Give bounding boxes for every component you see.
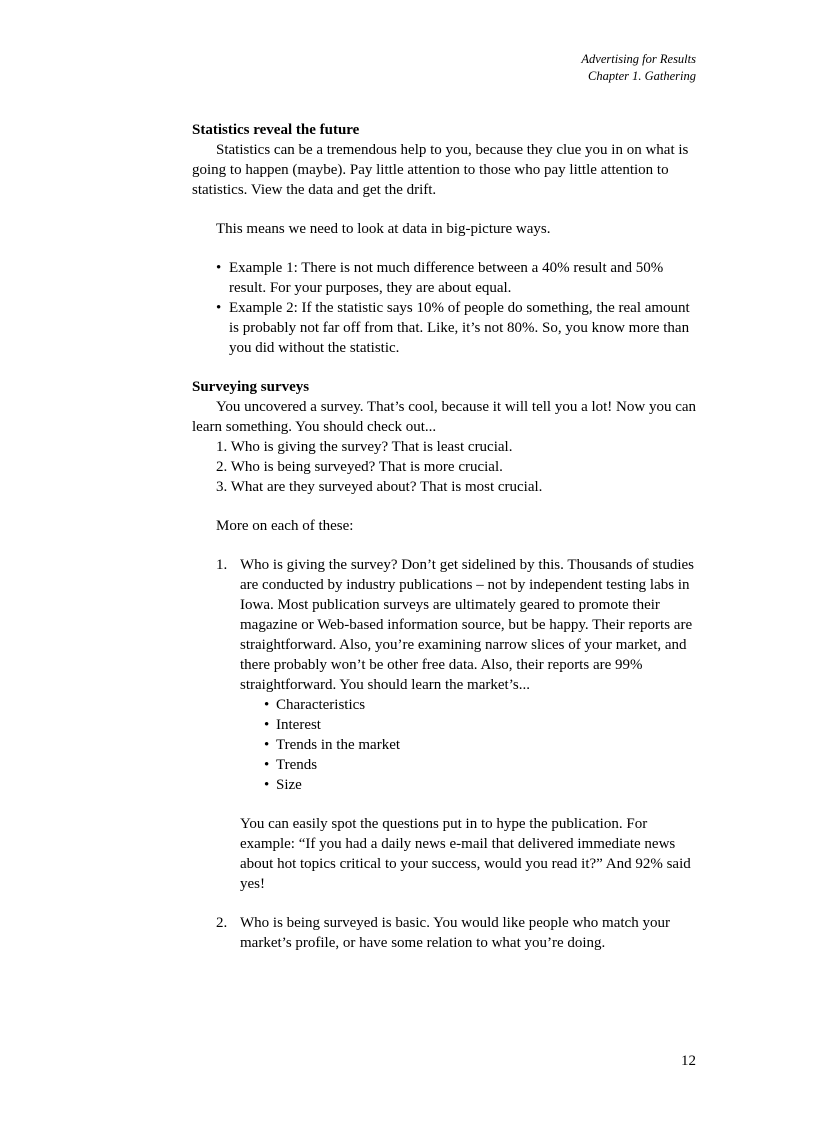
list-item: 1. Who is giving the survey? That is least crucial.	[216, 439, 513, 455]
survey-paragraph: You uncovered a survey. That’s cool, because it will tell you a lot! Now you can learn something. You should check out...	[192, 399, 697, 435]
header-book-title: Advertising for Results	[581, 52, 696, 66]
item-1-text: Who is giving the survey? Don’t get sidelined by this. Thousands of studies are conducted by industry publications – not by independent testing labs in Iowa. Most publication surveys are ultimately geared to promote their magazine or Web-based information source, but be happy. Their reports are straightforward. Also, you’re examining narrow slices of your market, and there probably won’t be other free data. Also, their reports are 99% straightforward. You should learn the market’s...	[240, 557, 694, 693]
statistics-paragraph: Statistics can be a tremendous help to you, because they clue you in on what is going to happen (maybe). Pay little attention to those who pay little attention to statistics. View the data and get the drift.	[192, 142, 689, 198]
market-attributes-list	[240, 695, 702, 795]
bullet-icon: •	[264, 737, 270, 753]
bullet-icon: •	[264, 757, 270, 773]
example-1-text: Example 1: There is not much difference between a 40% result and 50% result. For your purposes, they are about equal.	[229, 260, 664, 296]
item-number: 1.	[216, 557, 228, 573]
bullet-icon: •	[216, 300, 222, 316]
big-picture-paragraph: This means we need to look at data in big-picture ways.	[216, 221, 551, 237]
example-2-text: Example 2: If the statistic says 10% of people do something, the real amount is probably not far off from that. Like, it’s not 80%. So, you know more than you did without the statistic.	[229, 300, 690, 356]
examples-list	[192, 258, 702, 358]
list-item: • Trends	[264, 757, 318, 773]
running-header	[581, 51, 696, 85]
bullet-icon: •	[264, 777, 270, 793]
list-item	[192, 913, 702, 953]
header-chapter: Chapter 1. Gathering	[588, 69, 696, 83]
section-heading-statistics: Statistics reveal the future	[192, 122, 360, 138]
list-item: • Interest	[264, 717, 321, 733]
page-body	[192, 120, 702, 953]
section-heading-surveys: Surveying surveys	[192, 379, 310, 395]
item-number: 2.	[216, 915, 228, 931]
list-item: • Trends in the market	[264, 737, 401, 753]
item-1-followup: You can easily spot the questions put in to hype the publication. For example: “If you had a daily news e-mail that delivered immediate news about hot topics critical to your success, would you read it?” And 92% said yes!	[240, 816, 691, 892]
survey-questions-list	[192, 437, 702, 497]
survey-detail-list	[192, 555, 702, 953]
list-item: • Size	[264, 777, 302, 793]
list-item: 3. What are they surveyed about? That is most crucial.	[216, 479, 543, 495]
list-item: • Characteristics	[264, 697, 366, 713]
more-on-each-text: More on each of these:	[216, 518, 354, 534]
list-item	[192, 298, 702, 358]
page-number: 12	[681, 1053, 696, 1069]
list-item: 2. Who is being surveyed? That is more crucial.	[216, 459, 503, 475]
list-item	[192, 555, 702, 913]
bullet-icon: •	[264, 717, 270, 733]
list-item	[192, 258, 702, 298]
bullet-icon: •	[216, 260, 222, 276]
item-2-text: Who is being surveyed is basic. You would like people who match your market’s profile, or have some relation to what you’re doing.	[240, 915, 670, 951]
bullet-icon: •	[264, 697, 270, 713]
